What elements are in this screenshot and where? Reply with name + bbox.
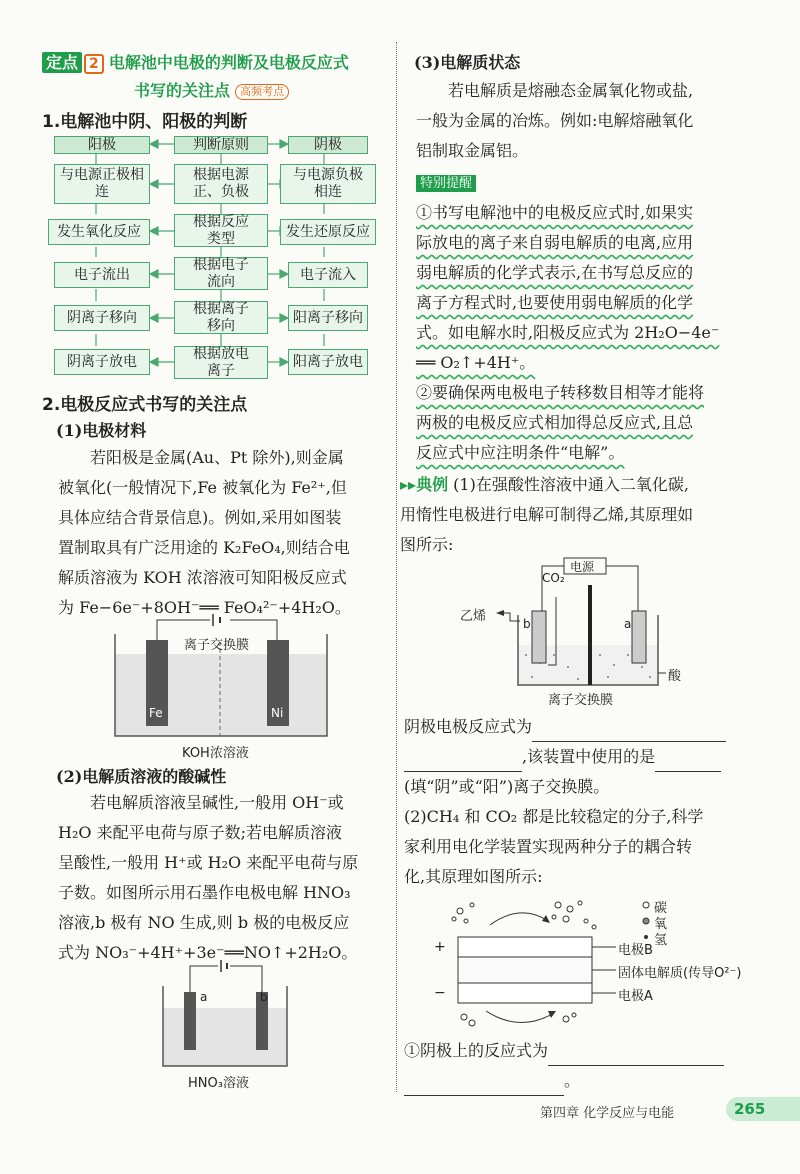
- tip2-line: ②要确保两电极电子转移数目相等才能将: [416, 383, 705, 402]
- sub2-title: (2)电解质溶液的酸碱性: [56, 767, 227, 786]
- ethylene-cell-drawing: [460, 555, 680, 695]
- tip2-line: 反应式中应注明条件“电解”。: [416, 443, 625, 462]
- fig1-ni-label: Ni: [271, 706, 284, 720]
- flow-principle-1: 根据电源正、负极: [174, 164, 268, 204]
- flow-anode-head: 阳极: [54, 136, 150, 154]
- sub2-line: 式为 NO₃⁻+4H⁺+3e⁻══NO↑+2H₂O。: [58, 943, 358, 962]
- heading-title-line2: 书写的关注点: [134, 81, 231, 100]
- heading-number: 2: [84, 54, 104, 74]
- sub1-line: 被氧化(一般情况下,Fe 被氧化为 Fe²⁺,但: [58, 478, 347, 497]
- flow-principle-head: 判断原则: [174, 136, 268, 154]
- fig4-electrode-a: 电极A: [618, 989, 653, 1004]
- example-line: 图所示:: [400, 535, 454, 554]
- example-label: 典例: [416, 475, 449, 494]
- sub3-paragraph: [416, 76, 756, 166]
- ex2-q1: ①阴极上的反应式为: [404, 1036, 754, 1066]
- flow-principle-5: 根据放电离子: [174, 346, 268, 379]
- example-line: 用惰性电极进行电解可制得乙烯,其原理如: [400, 505, 694, 524]
- tip1-line: 离子方程式时,也要使用弱电解质的化学: [416, 293, 694, 312]
- tip1-line: ①书写电解池中的电极反应式时,如果实: [416, 203, 694, 222]
- tip-badge: 特别提醒: [416, 175, 476, 192]
- fig3-ethylene-label: 乙烯: [460, 609, 487, 624]
- fig3-acid-label: 酸: [668, 669, 682, 684]
- sub1-line: 具体应结合背景信息)。例如,采用如图装: [58, 508, 342, 527]
- flow-anode-5: 阴离子放电: [54, 349, 150, 375]
- ex2-q1-cont: 。: [404, 1066, 754, 1096]
- sub3-title: (3)电解质状态: [414, 53, 521, 72]
- figure-fe-ni-cell: [112, 612, 332, 762]
- ex2-line: 家利用电化学装置实现两种分子的耦合转: [404, 837, 693, 856]
- fig3-co2-label: CO₂: [542, 571, 565, 585]
- section1-title: 1.电解池中阴、阳极的判断: [42, 112, 248, 132]
- flow-cathode-1: 与电源负极相连: [280, 164, 376, 204]
- sub2-paragraph: [58, 788, 388, 968]
- footer-chapter: 第四章 化学反应与电能: [540, 1106, 675, 1121]
- ex1-questions: [404, 712, 754, 892]
- sub2-line: H₂O 来配平电荷与原子数;若电解质溶液: [58, 823, 342, 842]
- fig4-plus: +: [434, 939, 446, 955]
- flow-cathode-4: 阳离子移向: [288, 305, 368, 331]
- ex2-line: 化,其原理如图所示:: [404, 867, 543, 886]
- high-frequency-tag: 高频考点: [235, 84, 289, 100]
- fig3-power-label: 电源: [570, 560, 595, 574]
- ex1-q3: (填“阴”或“阳”)离子交换膜。: [404, 777, 610, 796]
- ex1-q1: 阴极电极反应式为: [404, 712, 754, 742]
- flow-cathode-5: 阳离子放电: [288, 349, 368, 375]
- fig2-a-label: a: [200, 990, 208, 1004]
- flow-anode-1: 与电源正极相连: [54, 164, 150, 204]
- fig3-a-label: a: [624, 617, 632, 631]
- answer-blank[interactable]: [655, 771, 721, 772]
- sub2-line: 若电解质溶液呈碱性,一般用 OH⁻或: [90, 793, 344, 812]
- flow-principle-4: 根据离子移向: [174, 301, 268, 334]
- figure-hno3-cell: [160, 958, 290, 1091]
- sub3-line: 铝制取金属铝。: [416, 141, 529, 160]
- flow-cathode-2: 发生还原反应: [280, 219, 376, 245]
- tip1-line: 弱电解质的化学式表示,在书写总反应的: [416, 263, 694, 282]
- fig2-b-label: b: [260, 990, 268, 1004]
- fig4-legend-carbon: 碳: [654, 901, 668, 916]
- fig4-legend-oxygen: 氧: [654, 917, 668, 932]
- sub1-line: 解质溶液为 KOH 浓溶液可知阳极反应式: [58, 568, 347, 587]
- heading-line2-wrap: [134, 78, 289, 101]
- section-heading: [42, 50, 392, 73]
- fig4-minus: −: [434, 985, 446, 1001]
- fig1-membrane-label: 离子交换膜: [184, 638, 250, 653]
- example-paragraph: [400, 470, 760, 560]
- figure-solid-electrolyte: [430, 895, 760, 1035]
- heading-badge: 定点: [42, 52, 82, 73]
- ex1-q2: ,该装置中使用的是: [404, 742, 754, 772]
- figure-ethylene-cell: [460, 555, 680, 711]
- fig1-caption: KOH浓溶液: [182, 746, 249, 761]
- sub2-line: 子数。如图所示用石墨作电极电解 HNO₃: [58, 883, 351, 902]
- answer-blank[interactable]: [404, 1095, 564, 1096]
- fig4-electrode-b: 电极B: [618, 943, 653, 958]
- sub2-line: 溶液,b 极有 NO 生成,则 b 极的电极反应: [58, 913, 350, 932]
- page-footer: [520, 1097, 800, 1123]
- flow-cathode-head: 阴极: [288, 136, 368, 154]
- fig1-fe-label: Fe: [149, 706, 163, 720]
- ex2-question: [404, 1036, 754, 1096]
- column-divider: [396, 42, 397, 1092]
- tip1-line: 际放电的离子来自弱电解质的电离,应用: [416, 233, 694, 252]
- fig3-membrane-label: 离子交换膜: [548, 693, 614, 708]
- fig4-legend-hydrogen: 氢: [654, 933, 668, 948]
- heading-title-line1: 电解池中电极的判断及电极反应式: [108, 53, 349, 72]
- fe-ni-cell-drawing: [112, 612, 332, 740]
- fig2-caption: HNO₃溶液: [188, 1076, 249, 1091]
- flow-cathode-3: 电子流入: [288, 262, 368, 288]
- flow-anode-4: 阴离子移向: [54, 305, 150, 331]
- ex2-line: (2)CH₄ 和 CO₂ 都是比较稳定的分子,科学: [404, 807, 704, 826]
- page-number: 265: [734, 1100, 766, 1118]
- flow-anode-3: 电子流出: [54, 262, 150, 288]
- sub2-line: 呈酸性,一般用 H⁺或 H₂O 来配平电荷与原: [58, 853, 359, 872]
- sub1-line: 若阳极是金属(Au、Pt 除外),则金属: [90, 448, 344, 467]
- tip-label: [416, 172, 476, 191]
- sub3-line: 一般为金属的冶炼。例如:电解熔融氧化: [416, 111, 694, 130]
- sub3-line: 若电解质是熔融态金属氧化物或盐,: [448, 81, 694, 100]
- sub1-line: 为 Fe−6e⁻+8OH⁻══ FeO₄²⁻+4H₂O。: [58, 598, 351, 617]
- sub1-line: 置制取具有广泛用途的 K₂FeO₄,则结合电: [58, 538, 350, 557]
- tip1-line: 式。如电解水时,阳极反应式为 2H₂O−4e⁻: [416, 323, 720, 342]
- example-line: ▸▸典例 (1)在强酸性溶液中通入二氧化碳,: [400, 475, 689, 494]
- example-arrow-icon: ▸▸: [400, 475, 417, 494]
- flow-principle-2: 根据反应类型: [174, 214, 268, 247]
- section2-title: 2.电极反应式书写的关注点: [42, 395, 248, 415]
- flowchart: [46, 134, 376, 382]
- hno3-cell-drawing: [160, 958, 290, 1070]
- tip-paragraph: [416, 198, 760, 468]
- sub1-title: (1)电极材料: [56, 421, 147, 440]
- fig4-electrolyte: 固体电解质(传导O²⁻): [618, 966, 742, 981]
- tip2-line: 两极的电极反应式相加得总反应式,且总: [416, 413, 694, 432]
- sub1-paragraph: [58, 443, 388, 623]
- fig3-b-label: b: [523, 617, 531, 631]
- flow-principle-3: 根据电子流向: [174, 257, 268, 290]
- flow-anode-2: 发生氧化反应: [48, 219, 150, 245]
- tip1-line: ══ O₂↑+4H⁺。: [416, 353, 536, 372]
